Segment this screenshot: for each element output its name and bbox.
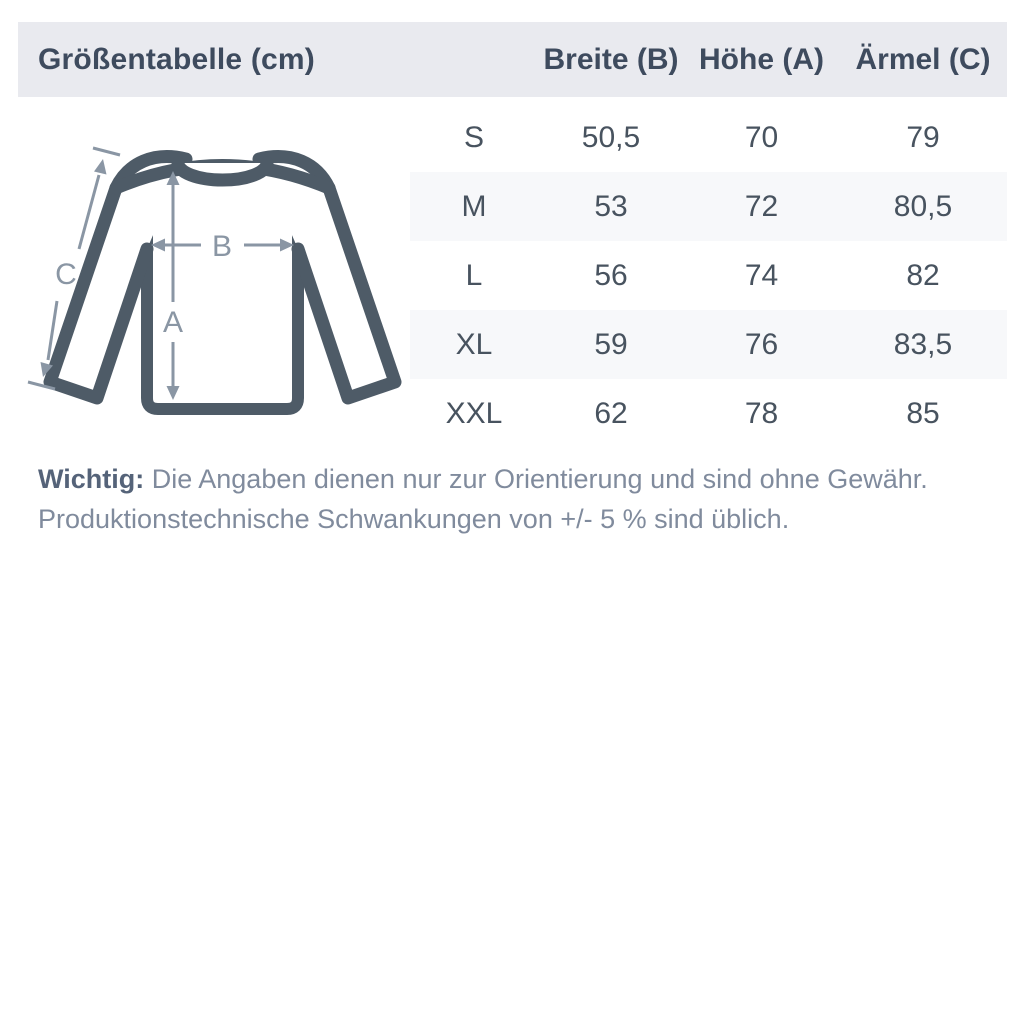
hoehe-cell: 76 [744, 327, 779, 361]
aermel-cell: 83,5 [893, 327, 953, 361]
table-row [410, 379, 1007, 448]
measure-label-b: B [211, 230, 233, 263]
size-cell: XXL [445, 396, 503, 430]
table-row [410, 172, 1007, 241]
column-header-breite: Breite (B) [543, 42, 679, 76]
disclaimer-label: Wichtig: [38, 464, 145, 494]
size-table [410, 103, 1007, 448]
sweater-outline-icon [50, 157, 395, 409]
measure-label-c: C [55, 258, 77, 291]
size-cell: XL [455, 327, 493, 361]
column-header-hoehe: Höhe (A) [699, 42, 824, 76]
aermel-cell: 80,5 [893, 189, 953, 223]
hoehe-cell: 70 [744, 120, 779, 154]
aermel-cell: 82 [906, 258, 940, 292]
sweater-measurement-diagram [20, 135, 410, 435]
table-row [410, 310, 1007, 379]
table-row [410, 103, 1007, 172]
measure-label-a: A [162, 306, 184, 339]
aermel-cell: 85 [906, 396, 940, 430]
size-cell: L [465, 258, 483, 292]
aermel-cell: 79 [906, 120, 940, 154]
disclaimer-line-2: Produktionstechnische Schwankungen von +/- 5 % sind üblich. [38, 504, 790, 534]
page-title: Größentabelle (cm) [38, 42, 315, 76]
breite-cell: 59 [594, 327, 628, 361]
breite-cell: 56 [594, 258, 628, 292]
hoehe-cell: 72 [744, 189, 779, 223]
breite-cell: 53 [594, 189, 628, 223]
size-cell: S [463, 120, 484, 154]
breite-cell: 50,5 [581, 120, 641, 154]
table-row [410, 241, 1007, 310]
column-header-aermel: Ärmel (C) [855, 42, 991, 76]
hoehe-cell: 74 [744, 258, 779, 292]
disclaimer-note [38, 459, 988, 539]
table-header-bar [18, 22, 1007, 97]
breite-cell: 62 [594, 396, 628, 430]
hoehe-cell: 78 [744, 396, 779, 430]
size-cell: M [461, 189, 487, 223]
disclaimer-line-1: Wichtig: Die Angaben dienen nur zur Orientierung und sind ohne Gewähr. [38, 464, 928, 494]
